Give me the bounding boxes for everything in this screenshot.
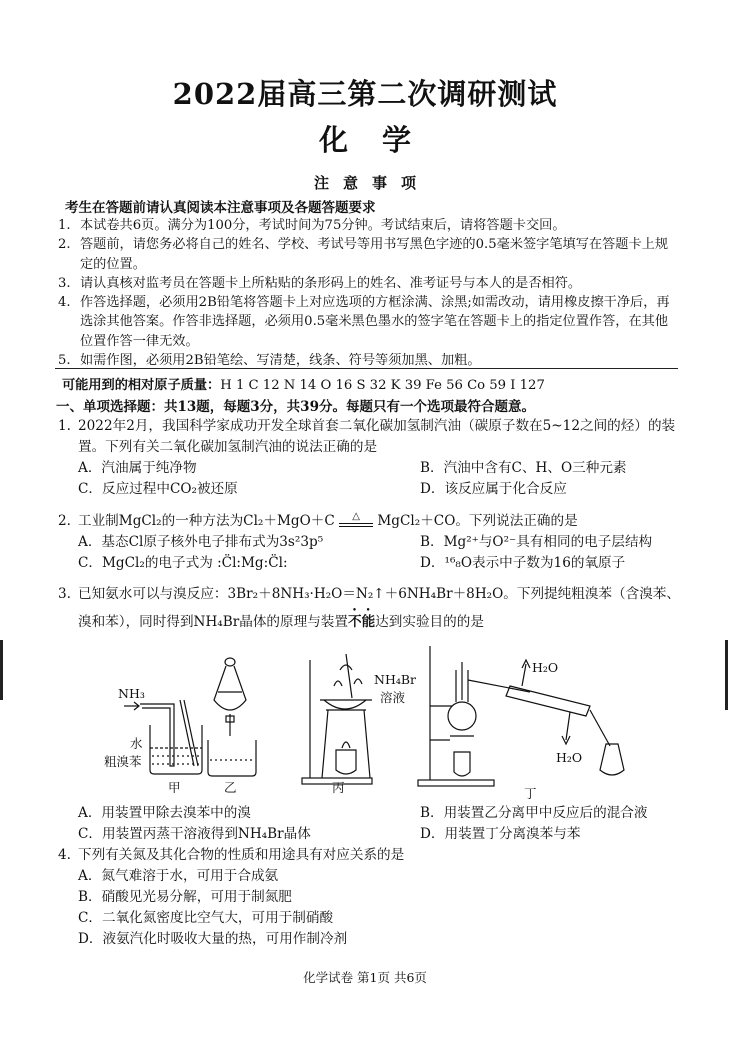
question-4: 4. 下列有关氮及其化合物的性质和用途具有对应关系的是 A．氮气难溶于水，可用于合成氨 B．硝酸见光易分解，可用于制氮肥 C．二氧化氮密度比空气大，可用于制硝酸 D．液氨汽化时吸收大量的热，可用作制冷剂	[58, 845, 680, 950]
question-stem: 工业制MgCl₂的一种方法为Cl₂＋MgO＋C △ MgCl₂＋CO。下列说法正确的是	[78, 511, 578, 529]
scan-edge-mark	[0, 640, 3, 700]
question-1: 1. 2022年2月，我国科学家成功开发全球首套二氧化碳加氢制汽油（碳原子数在5~12之间的烃）的装置。下列有关二氧化碳加氢制汽油的说法正确的是 A．汽油属于纯净物 B．汽油中含有C、H、O三种元素 C．反应过程中CO₂被还原 D．该反应属于化合反应	[58, 416, 680, 500]
label-h2o-top: H₂O	[532, 660, 559, 675]
question-stem: 2022年2月，我国科学家成功开发全球首套二氧化碳加氢制汽油（碳原子数在5~12之间的烃）的装置。下列有关二氧化碳加氢制汽油的说法正确的是	[78, 418, 676, 455]
divider-line	[55, 368, 678, 369]
option-a: A．汽油属于纯净物	[78, 460, 197, 476]
option-b: B．用装置乙分离甲中反应后的混合液	[420, 805, 648, 821]
apparatus-bing	[302, 654, 372, 784]
reaction-arrow	[339, 512, 373, 527]
option-b: B．Mg²⁺与O²⁻具有相同的电子层结构	[420, 534, 653, 550]
label-jia: 甲	[168, 780, 181, 795]
label-water: 水	[130, 736, 143, 751]
apparatus-yi	[208, 658, 256, 776]
question-2: 2. 工业制MgCl₂的一种方法为Cl₂＋MgO＋C △ MgCl₂＋CO。下列说法正确的是 A．基态Cl原子核外电子排布式为3s²3p⁵ B．Mg²⁺与O²⁻具有相同的电子层结构 C．MgCl₂的电子式为 :C̈l:Mg:C̈l: D．¹⁶₈O表示中子数为16的氧原子	[58, 511, 680, 574]
option-c: C．用装置丙蒸干溶液得到NH₄Br晶体	[78, 826, 311, 842]
scan-edge-mark	[725, 640, 728, 710]
question-3: 3. 已知氨水可以与溴反应：3Br₂＋8NH₃·H₂O＝N₂↑＋6NH₄Br＋8H₂O。下列提纯粗溴苯（含溴苯、溴和苯），同时得到NH₄Br晶体的原理与装置不能达到实验目的的是	[58, 584, 680, 633]
option-a: A．基态Cl原子核外电子排布式为3s²3p⁵	[78, 534, 324, 550]
notice-item: 3. 请认真核对监考员在答题卡上所粘贴的条形码上的姓名、准考证号与本人的是否相符。	[58, 275, 582, 291]
section-heading: 一、单项选择题：共13题，每题3分，共39分。每题只有一个选项最符合题意。	[56, 399, 535, 415]
subject-title: 化学	[318, 123, 445, 157]
notice-heading: 注意事项	[313, 174, 430, 192]
label-bing: 丙	[332, 780, 345, 795]
option-a: A．用装置甲除去溴苯中的溴	[78, 805, 251, 821]
label-ding: 丁	[524, 786, 537, 801]
heat-symbol: △	[352, 511, 360, 522]
option-b: B．汽油中含有C、H、O三种元素	[420, 460, 627, 476]
notice-item: 1. 本试卷共6页。满分为100分，考试时间为75分钟。考试结束后，请将答题卡交回。	[58, 218, 566, 233]
option-c: C．二氧化氮密度比空气大，可用于制硝酸	[78, 910, 334, 926]
notice-lead: 考生在答题前请认真阅读本注意事项及各题答题要求	[65, 200, 376, 216]
option-a: A．氮气难溶于水，可用于合成氨	[78, 868, 279, 884]
question-stem: 下列有关氮及其化合物的性质和用途具有对应关系的是	[78, 847, 405, 863]
apparatus-diagram	[90, 640, 650, 802]
option-b: B．硝酸见光易分解，可用于制氮肥	[78, 889, 292, 905]
label-nh4br: NH₄Br	[374, 672, 417, 687]
option-d: D．液氨汽化时吸收大量的热，可用作制冷剂	[78, 931, 348, 947]
label-nh3: NH₃	[118, 686, 145, 701]
label-yi: 乙	[224, 780, 237, 795]
label-solution: 溶液	[380, 690, 406, 705]
notice-item: 5. 如需作图，必须用2B铅笔绘、写清楚，线条、符号等须加黑、加粗。	[58, 353, 481, 369]
option-c: C．反应过程中CO₂被还原	[78, 481, 238, 497]
option-d: D．¹⁶₈O表示中子数为16的氧原子	[420, 555, 626, 571]
apparatus-svg	[90, 640, 650, 802]
page-title: 2022届高三第二次调研测试	[172, 77, 558, 111]
apparatus-ding	[418, 646, 624, 786]
notice-item: 4. 作答选择题，必须用2B铅笔将答题卡上对应选项的方框涂满、涂黑;如需改动，请用橡皮擦干净后，再选涂其他答案。作答非选择题，必须用0.5毫米黑色墨水的签字笔在答题卡上的指定位置作答，在其他位置作答一律无效。	[58, 295, 670, 349]
notice-item: 2. 答题前，请您务必将自己的姓名、学校、考试号等用书写黑色字迹的0.5毫米签字笔填写在答题卡上规定的位置。	[58, 237, 669, 272]
question-stem: 已知氨水可以与溴反应：3Br₂＋8NH₃·H₂O＝N₂↑＋6NH₄Br＋8H₂O。下列提纯粗溴苯（含溴苯、溴和苯），同时得到NH₄Br晶体的原理与装置不能达到实验目的的是	[78, 586, 680, 630]
label-h2o-bottom: H₂O	[556, 750, 583, 765]
page-footer: 化学试卷 第1页 共6页	[303, 970, 427, 985]
option-d: D．用装置丁分离溴苯与苯	[420, 826, 581, 842]
option-c: C．MgCl₂的电子式为 :C̈l:Mg:C̈l:	[78, 555, 288, 571]
emphasis-text: 不能	[347, 614, 376, 630]
atomic-mass-line: 可能用到的相对原子质量：H 1 C 12 N 14 O 16 S 32 K 39 Fe 56 Co 59 I 127	[62, 378, 545, 393]
notice-list	[58, 216, 678, 370]
question-3-options	[58, 803, 680, 845]
label-crude: 粗溴苯	[104, 754, 142, 769]
option-d: D．该反应属于化合反应	[420, 481, 567, 497]
